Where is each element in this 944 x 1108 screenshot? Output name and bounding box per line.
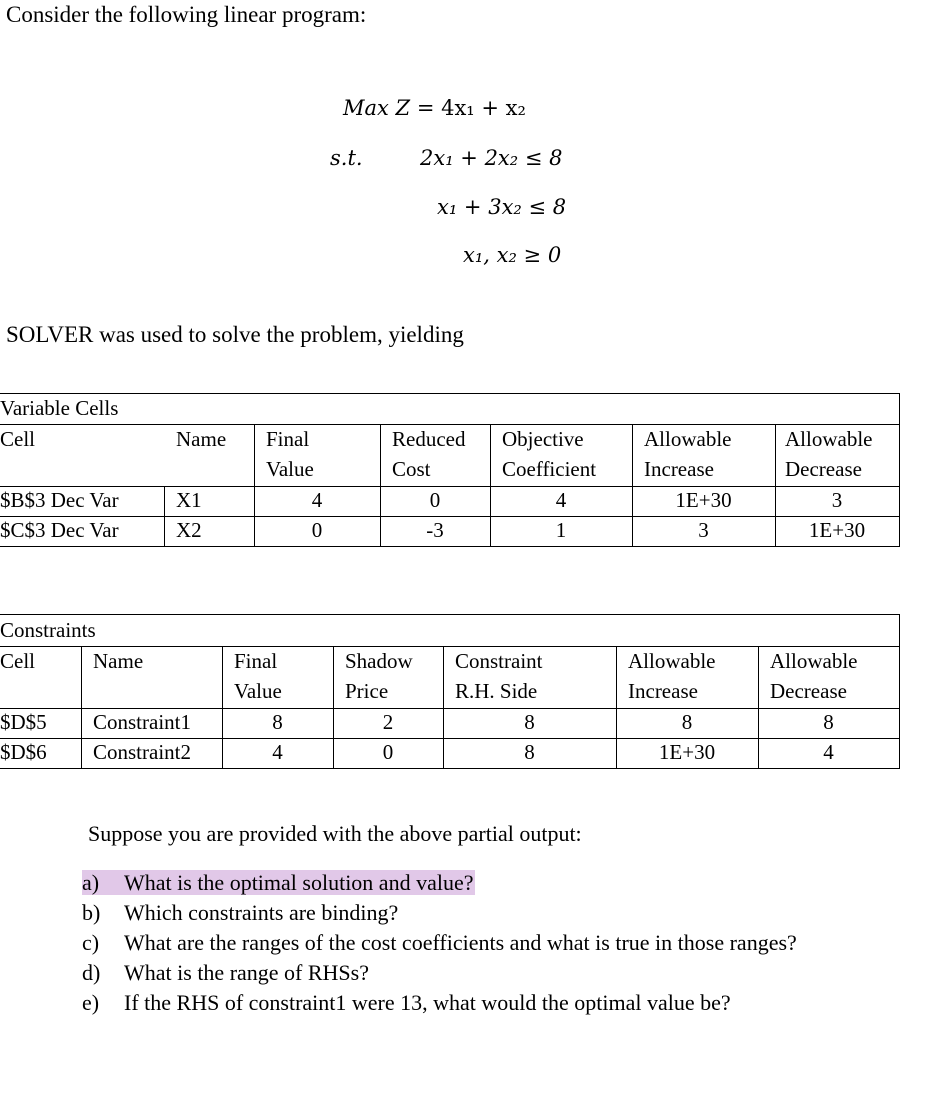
question-b <box>82 898 797 928</box>
suppose-text: Suppose you are provided with the above partial output: <box>88 821 582 846</box>
vc-header-decrease-1: Allowable <box>785 427 873 451</box>
ct-header-increase-1: Allowable <box>628 649 716 673</box>
ct-final: 4 <box>272 740 283 764</box>
question-text: If the RHS of constraint1 were 13, what would the optimal value be? <box>124 990 731 1015</box>
vc-decrease: 3 <box>831 488 843 512</box>
ct-rhs: 8 <box>524 740 535 764</box>
question-text: What is the optimal solution and value? <box>124 870 474 895</box>
ct-increase: 8 <box>681 710 693 734</box>
ct-rhs: 8 <box>524 710 535 734</box>
question-c <box>82 928 797 958</box>
constraint-2-expression: x₁ + 3x₂ ≤ 8 <box>437 195 567 219</box>
ct-header-rhs-1: Constraint <box>455 649 543 673</box>
ct-cell: $D$5 <box>0 710 47 734</box>
ct-final: 8 <box>272 710 283 734</box>
vc-reduced: -3 <box>426 518 444 542</box>
vc-header-decrease-2: Decrease <box>785 457 862 481</box>
ct-shadow: 0 <box>382 740 394 764</box>
vc-final: 0 <box>311 518 323 542</box>
question-label: a) <box>82 870 100 895</box>
vc-header-reduced-2: Cost <box>392 457 431 481</box>
vc-cell: $C$3 Dec Var <box>0 518 119 542</box>
vc-header-objective-1: Objective <box>502 427 584 451</box>
question-a <box>82 868 797 898</box>
ct-header-final-2: Value <box>234 679 282 703</box>
ct-decrease: 8 <box>823 710 834 734</box>
objective-prefix: Max Z <box>343 96 411 120</box>
ct-name: Constraint2 <box>93 740 191 764</box>
constraint-1-expression: 2x₁ + 2x₂ ≤ 8 <box>420 146 563 170</box>
question-highlight <box>82 870 475 895</box>
ct-header-shadow-1: Shadow <box>345 649 413 673</box>
ct-header-increase-2: Increase <box>628 679 698 703</box>
question-list <box>82 868 797 1018</box>
vc-increase: 3 <box>698 518 709 542</box>
question-label: d) <box>82 960 101 985</box>
vc-header-final-2: Value <box>266 457 314 481</box>
constraints-title: Constraints <box>0 618 96 642</box>
ct-name: Constraint1 <box>93 710 191 734</box>
ct-header-cell: Cell <box>0 649 35 673</box>
ct-header-rhs-2: R.H. Side <box>455 679 538 703</box>
ct-header-final-1: Final <box>234 649 278 673</box>
ct-shadow: 2 <box>382 710 394 734</box>
st-label: s.t. <box>330 146 363 170</box>
ct-header-name: Name <box>93 649 144 673</box>
vc-header-increase-2: Increase <box>644 457 714 481</box>
ct-increase: 1E+30 <box>658 740 716 764</box>
ct-header-decrease-1: Allowable <box>770 649 858 673</box>
ct-decrease: 4 <box>823 740 834 764</box>
question-text: Which constraints are binding? <box>124 900 399 925</box>
vc-header-name: Name <box>176 427 227 451</box>
vc-header-objective-2: Coefficient <box>502 457 597 481</box>
objective-line <box>343 96 526 120</box>
question-text: What are the ranges of the cost coefficients and what is true in those ranges? <box>124 930 797 955</box>
vc-header-final-1: Final <box>266 427 310 451</box>
solver-text: SOLVER was used to solve the problem, yielding <box>6 322 464 347</box>
vc-name: X1 <box>176 488 202 512</box>
vc-name: X2 <box>176 518 202 542</box>
nonnegativity-expression: x₁, x₂ ≥ 0 <box>463 243 562 267</box>
intro-text: Consider the following linear program: <box>6 2 367 27</box>
vc-cell: $B$3 Dec Var <box>0 488 119 512</box>
objective-expression: = 4x₁ + x₂ <box>416 96 526 120</box>
question-label: c) <box>82 930 100 955</box>
question-label: e) <box>82 990 100 1015</box>
ct-header-shadow-2: Price <box>345 679 389 703</box>
question-e <box>82 988 797 1018</box>
vc-increase: 1E+30 <box>675 488 732 512</box>
vc-decrease: 1E+30 <box>808 518 866 542</box>
question-d <box>82 958 797 988</box>
ct-header-decrease-2: Decrease <box>770 679 847 703</box>
vc-header-increase-1: Allowable <box>644 427 732 451</box>
question-label: b) <box>82 900 101 925</box>
ct-cell: $D$6 <box>0 740 47 764</box>
vc-final: 4 <box>311 488 323 512</box>
vc-header-cell: Cell <box>0 427 35 451</box>
vc-objective: 4 <box>555 488 567 512</box>
vc-reduced: 0 <box>429 488 441 512</box>
vc-objective: 1 <box>555 518 567 542</box>
vc-header-reduced-1: Reduced <box>392 427 466 451</box>
question-text: What is the range of RHSs? <box>124 960 369 985</box>
variable-cells-title: Variable Cells <box>0 396 119 420</box>
